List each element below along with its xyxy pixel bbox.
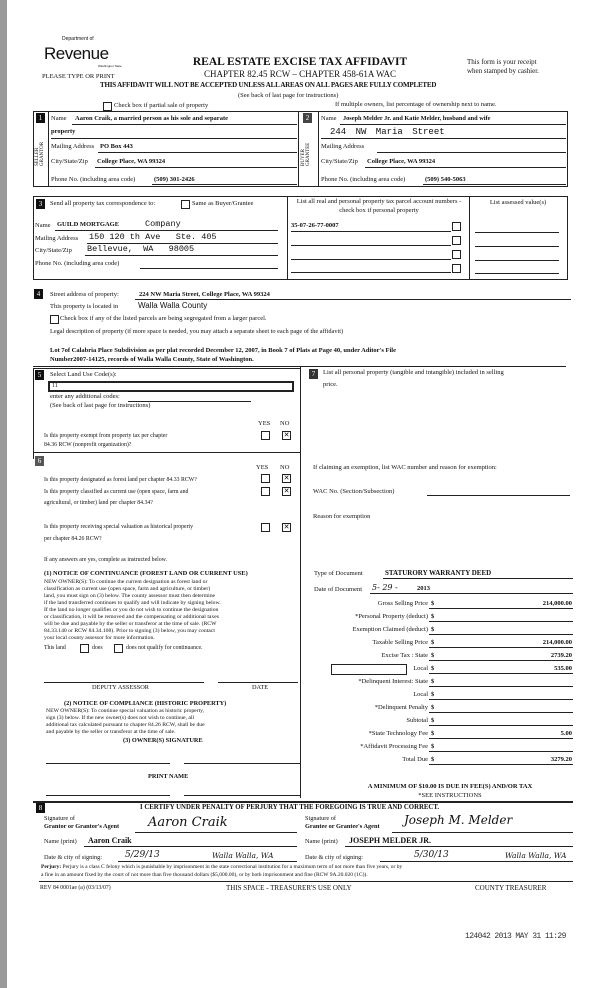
- fee-value[interactable]: 214,000.00: [542, 600, 572, 607]
- personal-property-label: List all personal property (tangible and intangible) included in selling: [323, 369, 504, 376]
- fee-line: [429, 738, 573, 739]
- please-type-note: PLEASE TYPE OR PRINT: [42, 73, 115, 80]
- fee-line: [429, 686, 573, 687]
- grantor-signature[interactable]: Aaron Craik: [148, 815, 228, 830]
- county-treasurer-label: COUNTY TREASURER: [475, 884, 547, 892]
- personal-property-checkbox[interactable]: [452, 250, 461, 259]
- does-label: does: [92, 645, 103, 651]
- does-not-label: does not qualify for continuance.: [126, 645, 203, 651]
- grantee-signature[interactable]: Joseph M. Melder: [404, 813, 513, 827]
- historic-question: Is this property receiving special valuation as historical property: [44, 524, 194, 530]
- section-5-number: 5: [35, 370, 44, 380]
- currency-symbol: $: [431, 730, 435, 737]
- additional-codes-label: enter any additional codes:: [50, 393, 120, 400]
- fee-label: *State Technology Fee: [368, 730, 428, 737]
- if-yes-note: If any answers are yes, complete as instructed below.: [44, 557, 167, 563]
- located-label: This property is located in: [50, 303, 119, 310]
- form-revision: REV 84 0001ae (a) (03/13/07): [40, 885, 111, 891]
- seller-phone-field[interactable]: (509) 301-2426: [154, 176, 195, 183]
- reason-label: Reason for exemption: [313, 513, 371, 520]
- fee-label: Gross Selling Price: [377, 600, 428, 607]
- notice-line: your local county assessor for more information.: [44, 635, 155, 641]
- partial-sale-label: Check box if partial sale of property: [114, 102, 209, 109]
- street-field[interactable]: 224 NW Maria Street, College Place, WA 99324: [139, 291, 270, 298]
- assessed-value-line[interactable]: [475, 232, 559, 233]
- assessed-value-line[interactable]: [475, 273, 559, 274]
- notice-line: or classification, it will be removed and the compensating or additional taxes: [44, 614, 219, 620]
- notice-line: additional tax calculated pursuant to chapter 84.26 RCW, shall be due: [46, 722, 205, 728]
- corr-name-field[interactable]: GUILD MORTGAGE: [57, 221, 120, 228]
- fee-label: *Delinquent Interest: State: [358, 678, 428, 685]
- parcel-header: List all real and personal property tax parcel account numbers - check box if personal property: [296, 198, 462, 214]
- chapter-subtitle: CHAPTER 82.45 RCW – CHAPTER 458-61A WAC: [204, 69, 396, 79]
- corr-name-label: Name: [35, 222, 51, 229]
- fee-value[interactable]: 535.00: [554, 665, 572, 672]
- street-label: Street address of property:: [50, 291, 119, 298]
- county-field[interactable]: Walla Walla County: [138, 301, 208, 310]
- document-date-handwritten[interactable]: 5- 29 -: [372, 583, 398, 592]
- fee-label: *Personal Property (deduct): [355, 613, 428, 620]
- grantee-date-field[interactable]: 5/30/13: [414, 850, 449, 860]
- corr-city-label: City/State/Zip: [35, 247, 72, 254]
- currency-symbol: $: [431, 756, 435, 763]
- personal-property-label-cont: price.: [323, 381, 338, 388]
- corr-mailing-field[interactable]: 150 120 th Ave Ste. 405: [89, 232, 217, 242]
- exemption-label: If claiming an exemption, list WAC number and reason for exemption:: [313, 464, 497, 471]
- historic-yes-checkbox[interactable]: [261, 523, 270, 532]
- notice-line: if the land transferred continues to qualify and will indicate by signing below.: [44, 600, 221, 606]
- grantee-name-field[interactable]: JOSEPH MELDER JR.: [349, 836, 432, 845]
- fee-label: Local: [413, 665, 428, 672]
- local-rate-field[interactable]: [331, 664, 407, 675]
- fee-label: *Delinquent Penalty: [374, 704, 428, 711]
- assessed-value-line[interactable]: [475, 246, 559, 247]
- current-use-yes-checkbox[interactable]: [261, 487, 270, 496]
- seller-mailing-field[interactable]: PO Box 443: [100, 143, 133, 150]
- notice-line: If the land no longer qualifies or you do not wish to continue the designation: [44, 607, 219, 613]
- fee-label: *Affidavit Processing Fee: [360, 743, 428, 750]
- section-6-number: 6: [35, 456, 44, 466]
- notice-line: and payable by the seller or transferor at the time of sale.: [46, 729, 176, 735]
- land-use-label: Select Land Use Code(s):: [50, 371, 117, 378]
- print-name-label: PRINT NAME: [148, 773, 189, 780]
- personal-property-checkbox[interactable]: [452, 264, 461, 273]
- exempt-question: Is this property exempt from property tax per chapter: [44, 433, 168, 439]
- fee-label: Excise Tax : State: [381, 652, 428, 659]
- seller-city-label: City/State/Zip: [51, 158, 88, 165]
- currency-symbol: $: [431, 613, 435, 620]
- currency-symbol: $: [431, 717, 435, 724]
- section-2-number: 2: [303, 113, 312, 123]
- seller-name-label: Name: [51, 115, 67, 122]
- currency-symbol: $: [431, 743, 435, 750]
- section-1-number: 1: [36, 113, 45, 123]
- owner-signature-line[interactable]: [184, 763, 300, 764]
- corr-name-typed: Company: [145, 219, 181, 229]
- grantor-name-field[interactable]: Aaron Craik: [88, 836, 132, 845]
- currency-symbol: $: [431, 652, 435, 659]
- no-header: NO: [280, 420, 290, 427]
- segregated-checkbox[interactable]: [50, 315, 59, 324]
- currency-symbol: $: [431, 600, 435, 607]
- exempt-question-cont: 84.36 RCW (nonprofit organization)?: [44, 442, 132, 448]
- logo-dept: Department of: [62, 36, 94, 42]
- buyer-phone-field[interactable]: (509) 540-5063: [425, 176, 466, 183]
- buyer-name-label: Name: [321, 115, 337, 122]
- perjury-text: [41, 864, 402, 871]
- signature-of-label: Signature of: [305, 815, 336, 822]
- logo-state: Washington State: [98, 64, 122, 68]
- fee-value[interactable]: 2739.20: [550, 652, 572, 659]
- logo-name: Revenue: [44, 44, 109, 63]
- buyer-address-line[interactable]: 244 NW Maria Street: [330, 127, 445, 137]
- does-not-qualify-checkbox[interactable]: [114, 644, 123, 653]
- fee-label: Local: [413, 691, 428, 698]
- minimum-fee-note: A MINIMUM OF $10.00 IS DUE IN FEE(S) AND/OR TAX: [367, 783, 533, 790]
- perjury-line-2: a fine in an amount fixed by the court of not more than five thousand dollars ($5,000.00), or by both imprisonment and fine (RCW 9A.20.020 (1C)).: [41, 872, 368, 878]
- send-correspondence-label: Send all property tax correspondence to:: [50, 200, 156, 207]
- section-7-number: 7: [309, 369, 318, 379]
- fee-line: [429, 673, 573, 674]
- print-name-line[interactable]: [46, 795, 170, 796]
- this-land-label: This land: [44, 645, 66, 651]
- deputy-assessor-label: DEPUTY ASSESSOR: [92, 684, 149, 691]
- page-title: REAL ESTATE EXCISE TAX AFFIDAVIT: [192, 56, 408, 68]
- see-instructions-note: *SEE INSTRUCTIONS: [418, 792, 482, 799]
- current-use-question: Is this property classified as current use (open space, farm and: [44, 489, 189, 495]
- signature-of-label: Signature of: [44, 815, 75, 822]
- assessed-value-line[interactable]: [475, 260, 559, 261]
- buyer-city-label: City/State/Zip: [321, 158, 358, 165]
- historic-question-cont: per chapter 84.26 RCW?: [44, 536, 102, 542]
- instructions-note: (See back of last page for instructions): [238, 92, 339, 99]
- perjury-bold: Perjury:: [41, 864, 62, 870]
- corr-city-field[interactable]: Bellevue, WA 98005: [87, 244, 195, 254]
- perjury-line-1: Perjury is a class C felony which is punishable by imprisonment in the state correctional institution for a maximum term of not more than five years, or by: [62, 864, 403, 870]
- owner-signature-line[interactable]: [46, 763, 170, 764]
- currency-symbol: $: [431, 639, 435, 646]
- does-qualify-checkbox[interactable]: [80, 644, 89, 653]
- document-date-year[interactable]: 2013: [417, 585, 430, 592]
- seller-name-field[interactable]: Aaron Craik, a married person as his sole and separate: [75, 115, 228, 122]
- grantor-agent-label: Grantor or Grantor's Agent: [44, 823, 120, 830]
- grantee-city-field[interactable]: Walla Walla, WA: [505, 851, 567, 860]
- yes-header: YES: [256, 464, 269, 471]
- owner-signature-title: (3) OWNER(S) SIGNATURE: [123, 737, 203, 744]
- legal-description-line-2[interactable]: Number2007-14125, records of Walla Walla County, State of Washington.: [50, 356, 254, 363]
- assessed-header: List assessed value(s): [489, 199, 547, 206]
- notice-line: classification as current use (open space, farm and agriculture, or timber): [44, 586, 211, 592]
- print-name-line[interactable]: [184, 795, 300, 796]
- corr-mailing-label: Mailing Address: [35, 235, 79, 242]
- buyer-city-field[interactable]: College Place, WA 99324: [367, 158, 436, 165]
- fee-value[interactable]: 5.00: [560, 730, 572, 737]
- currency-symbol: $: [431, 704, 435, 711]
- buyer-mailing-label: Mailing Address: [321, 143, 365, 150]
- notice-line: sign (3) below. If the new owner(s) does not wish to continue, all: [46, 715, 195, 721]
- wac-label: WAC No. (Section/Subsection): [313, 488, 395, 495]
- historic-no-checkbox[interactable]: ✕: [283, 523, 290, 531]
- partial-sale-checkbox[interactable]: [103, 102, 112, 111]
- fee-line: [429, 621, 573, 622]
- forest-no-checkbox[interactable]: ✕: [283, 474, 290, 482]
- section-8-number: 8: [36, 803, 45, 813]
- wac-field[interactable]: [427, 495, 570, 496]
- no-header: NO: [280, 464, 290, 471]
- grantor-city-field[interactable]: Walla Walla, WA: [212, 851, 274, 860]
- certification-statement: I CERTIFY UNDER PENALTY OF PERJURY THAT THE FOREGOING IS TRUE AND CORRECT.: [140, 804, 440, 811]
- segregated-label: Check box if any of the listed parcels are being segregated from a larger parcel.: [60, 315, 267, 322]
- land-use-instructions: (See back of last page for instructions): [50, 402, 151, 409]
- currency-symbol: $: [431, 626, 435, 633]
- fee-line: [429, 764, 573, 765]
- seller-mailing-label: Mailing Address: [51, 143, 95, 150]
- exempt-yes-checkbox[interactable]: [261, 431, 270, 440]
- fee-label: Taxable Selling Price: [372, 639, 428, 646]
- forest-yes-checkbox[interactable]: [261, 474, 270, 483]
- personal-property-checkbox[interactable]: [452, 236, 461, 245]
- notice-line: NEW OWNER(S): To continue special valuation as historic property,: [46, 708, 205, 714]
- fee-line: [429, 725, 573, 726]
- corr-phone-label: Phone No. (including area code): [35, 260, 120, 267]
- buyer-side-label: BUYER GRANTEE: [301, 142, 311, 166]
- date-line[interactable]: [218, 682, 298, 683]
- current-use-no-checkbox[interactable]: ✕: [283, 487, 290, 495]
- parcel-number[interactable]: 35-07-26-77-0007: [291, 222, 339, 229]
- document-type-label: Type of Document: [314, 570, 363, 577]
- same-as-buyer-label: Same as Buyer/Grantee: [192, 200, 254, 207]
- multiple-owners-note: If multiple owners, list percentage of ownership next to name.: [335, 101, 497, 108]
- legal-description-label: Legal description of property (if more space is needed, you may attach a separate sheet to each page of the affidavit): [50, 328, 344, 335]
- fee-line: [429, 751, 573, 752]
- land-use-code-field[interactable]: 11: [48, 381, 294, 392]
- seller-city-field[interactable]: College Place, WA 99324: [97, 158, 166, 165]
- notice-line: NEW OWNER(S): To continue the current designation as forest land or: [44, 579, 208, 585]
- notice-line: will be due and payable by the seller or transferor at the time of sale. (RCW: [44, 621, 217, 627]
- document-date-label: Date of Document: [314, 586, 363, 593]
- seller-phone-label: Phone No. (including area code): [51, 176, 136, 183]
- document-type-field[interactable]: STATURORY WARRANTY DEED: [385, 569, 492, 577]
- exempt-no-checkbox[interactable]: ✕: [283, 431, 290, 439]
- receipt-note-1: This form is your receipt: [467, 58, 537, 66]
- treasurer-use-label: THIS SPACE - TREASURER'S USE ONLY: [226, 884, 352, 892]
- notice-line: land, you must sign on (3) below. The county assessor must then determine: [44, 593, 216, 599]
- grantor-date-field[interactable]: 5/29/13: [125, 850, 160, 860]
- current-use-question-cont: agricultural, or timber) land per chapter 84.34?: [44, 500, 153, 506]
- seller-side-label: SELLER GRANTOR: [35, 141, 45, 166]
- fee-line: [429, 608, 573, 609]
- scan-edge: [0, 0, 7, 988]
- fee-line: [429, 647, 573, 648]
- currency-symbol: $: [431, 678, 435, 685]
- seller-name-cont[interactable]: property: [51, 128, 76, 135]
- receipt-note-2: when stamped by cashier.: [467, 67, 539, 75]
- fee-line: [429, 712, 573, 713]
- section-3-number: 3: [36, 199, 45, 209]
- fee-label: Subtotal: [406, 717, 428, 724]
- fee-line: [429, 660, 573, 661]
- notice-continuance-title: (1) NOTICE OF CONTINUANCE (FOREST LAND OR CURRENT USE): [44, 570, 248, 577]
- buyer-name-field[interactable]: Joseph Melder Jr. and Katie Melder, husband and wife: [343, 115, 491, 122]
- fee-line: [429, 699, 573, 700]
- buyer-phone-label: Phone No. (including area code): [321, 176, 406, 183]
- fee-label: Total Due: [402, 756, 428, 763]
- section-4-number: 4: [34, 289, 43, 299]
- same-as-buyer-checkbox[interactable]: [181, 200, 190, 209]
- notice-line: 84.33.140 or RCW 84.34.108). Prior to signing (3) below, you may contact: [44, 628, 215, 634]
- completion-warning: THIS AFFIDAVIT WILL NOT BE ACCEPTED UNLESS ALL AREAS ON ALL PAGES ARE FULLY COMPLETED: [100, 81, 437, 89]
- grantee-name-label: Name (print): [305, 838, 338, 845]
- fee-value[interactable]: 214,000.00: [542, 639, 572, 646]
- personal-property-checkbox[interactable]: [452, 222, 461, 231]
- legal-description-line-1[interactable]: Lot 7of Calabria Place Subdivision as per plat recorded December 12, 2007, in Book 7 of Plats at Page 40, under Aditor's File: [50, 347, 396, 354]
- fee-line: [429, 634, 573, 635]
- date-label: DATE: [252, 684, 269, 691]
- deputy-signature-line[interactable]: [44, 682, 204, 683]
- currency-symbol: $: [431, 665, 435, 672]
- yes-header: YES: [258, 420, 271, 427]
- cashier-stamp: 124042 2013 MAY 31 11:29: [465, 932, 566, 941]
- grantee-agent-label: Grantee or Grantee's Agent: [305, 823, 380, 830]
- forest-land-question: Is this property designated as forest land per chapter 84.33 RCW?: [44, 477, 197, 483]
- grantor-date-city-label: Date & city of signing:: [44, 854, 103, 861]
- grantee-date-city-label: Date & city of signing:: [305, 854, 364, 861]
- notice-compliance-title: (2) NOTICE OF COMPLIANCE (HISTORIC PROPERTY): [64, 700, 227, 707]
- fee-label: Exemption Claimed (deduct): [352, 626, 428, 633]
- grantor-name-label: Name (print): [44, 838, 77, 845]
- currency-symbol: $: [431, 691, 435, 698]
- fee-value[interactable]: 3279.20: [550, 756, 572, 763]
